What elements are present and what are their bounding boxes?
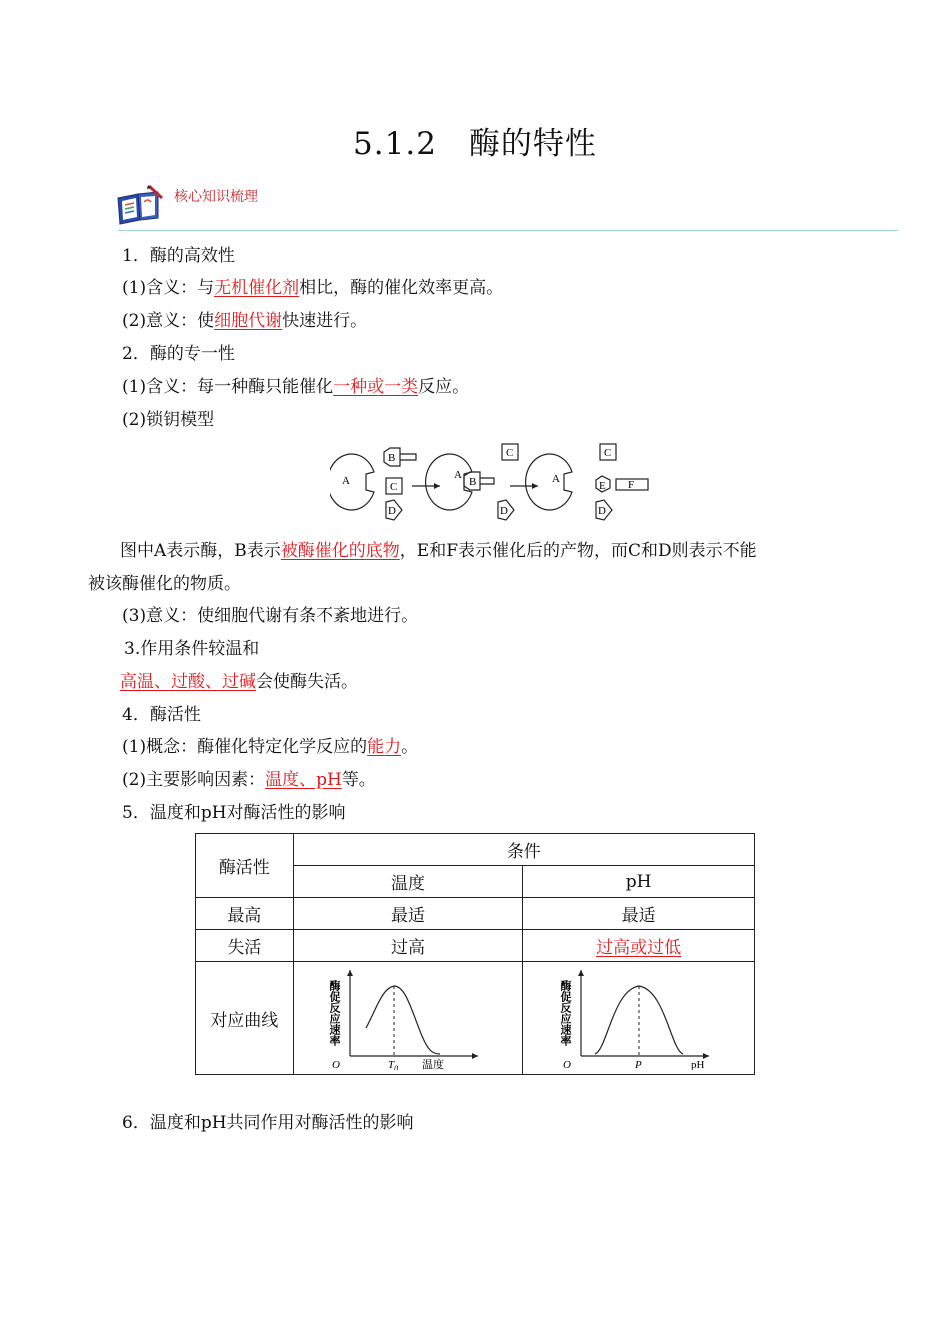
s3-line: 高温、过酸、过碱会使酶失活。 (120, 672, 358, 692)
label-f: F (628, 479, 635, 491)
s6-heading: 6．温度和pH共同作用对酶活性的影响 (122, 1113, 414, 1133)
s1-heading: 1．酶的高效性 (122, 246, 235, 266)
s1-line1: (1)含义：与无机催化剂相比，酶的催化效率更高。 (122, 278, 504, 298)
s4-heading: 4．酶活性 (122, 705, 201, 725)
answer-fill: 被酶催化的底物 (280, 541, 400, 561)
answer-fill: 温度、pH (265, 770, 342, 790)
answer-fill: 高温、过酸、过碱 (120, 672, 256, 692)
answer-fill: 细胞代谢 (214, 311, 283, 331)
table-header-temp: 温度 (293, 866, 523, 898)
enzyme-shape (426, 454, 472, 510)
optimum-label: $T_0$ (387, 1059, 399, 1070)
label-c: C (506, 447, 514, 459)
label-d: D (598, 505, 606, 517)
label-b: B (388, 452, 396, 464)
temp-curve-line (366, 986, 440, 1054)
x-axis-label: 温度 (421, 1059, 444, 1070)
table-row: 对应曲线 酶促反应速率 O $T_0$ 温度 酶促反应速率 O P pH (196, 962, 755, 1075)
lock-key-diagram (330, 438, 660, 526)
s2-line2: (2)锁钥模型 (122, 410, 215, 430)
answer-fill: 无机催化剂 (214, 278, 300, 298)
x-axis-label: pH (690, 1059, 705, 1070)
table-header-condition: 条件 (293, 834, 754, 866)
ph-curve (559, 966, 719, 1070)
s5-heading: 5．温度和pH对酶活性的影响 (122, 803, 346, 823)
label-e: E (599, 480, 606, 492)
s2-desc-cont: 被该酶催化的物质。 (88, 574, 241, 594)
optimum-label: P (634, 1059, 642, 1070)
table-header-ph: pH (523, 866, 755, 898)
s2-desc: 图中A表示酶，B表示被酶催化的底物，E和F表示催化后的产物，而C和D则表示不能 (120, 541, 757, 561)
answer-fill: 能力 (367, 737, 402, 757)
label-a: A (454, 469, 462, 481)
section-label: 核心知识梳理 (174, 189, 258, 205)
section-divider (118, 230, 898, 231)
origin-label: O (562, 1059, 571, 1070)
label-d: D (500, 505, 508, 517)
answer-fill: 一种或一类 (333, 377, 419, 397)
label-c: C (604, 447, 612, 459)
enzyme-shape (330, 454, 374, 510)
table-header-activity: 酶活性 (196, 834, 294, 898)
s2-line3: (3)意义：使细胞代谢有条不紊地进行。 (122, 606, 419, 626)
label-c: C (390, 481, 398, 493)
label-a: A (552, 473, 560, 485)
s2-line1: (1)含义：每一种酶只能催化一种或一类反应。 (122, 377, 470, 397)
table-row: 最高 最适 最适 (196, 898, 755, 930)
temperature-curve (328, 966, 488, 1070)
origin-label: O (331, 1059, 340, 1070)
notebook-icon (114, 184, 166, 228)
page-title: 5.1.2 酶的特性 (353, 126, 597, 162)
ph-curve-line (595, 986, 683, 1054)
s4-line1: (1)概念：酶催化特定化学反应的能力。 (122, 737, 419, 757)
label-a: A (342, 475, 350, 487)
s3-heading: 3.作用条件较温和 (124, 639, 260, 659)
s1-line2: (2)意义：使细胞代谢快速进行。 (122, 311, 368, 331)
table-row: 失活 过高 过高或过低 (196, 930, 755, 962)
conditions-table (195, 833, 755, 1075)
y-axis-label: 酶促反应速率 (558, 980, 571, 1046)
s2-heading: 2．酶的专一性 (122, 344, 235, 364)
s4-line2: (2)主要影响因素：温度、pH等。 (122, 770, 376, 790)
answer-fill: 过高或过低 (596, 938, 682, 958)
enzyme-shape (526, 454, 572, 510)
label-d: D (388, 505, 396, 517)
y-axis-label: 酶促反应速率 (327, 980, 340, 1046)
label-b: B (469, 476, 477, 488)
